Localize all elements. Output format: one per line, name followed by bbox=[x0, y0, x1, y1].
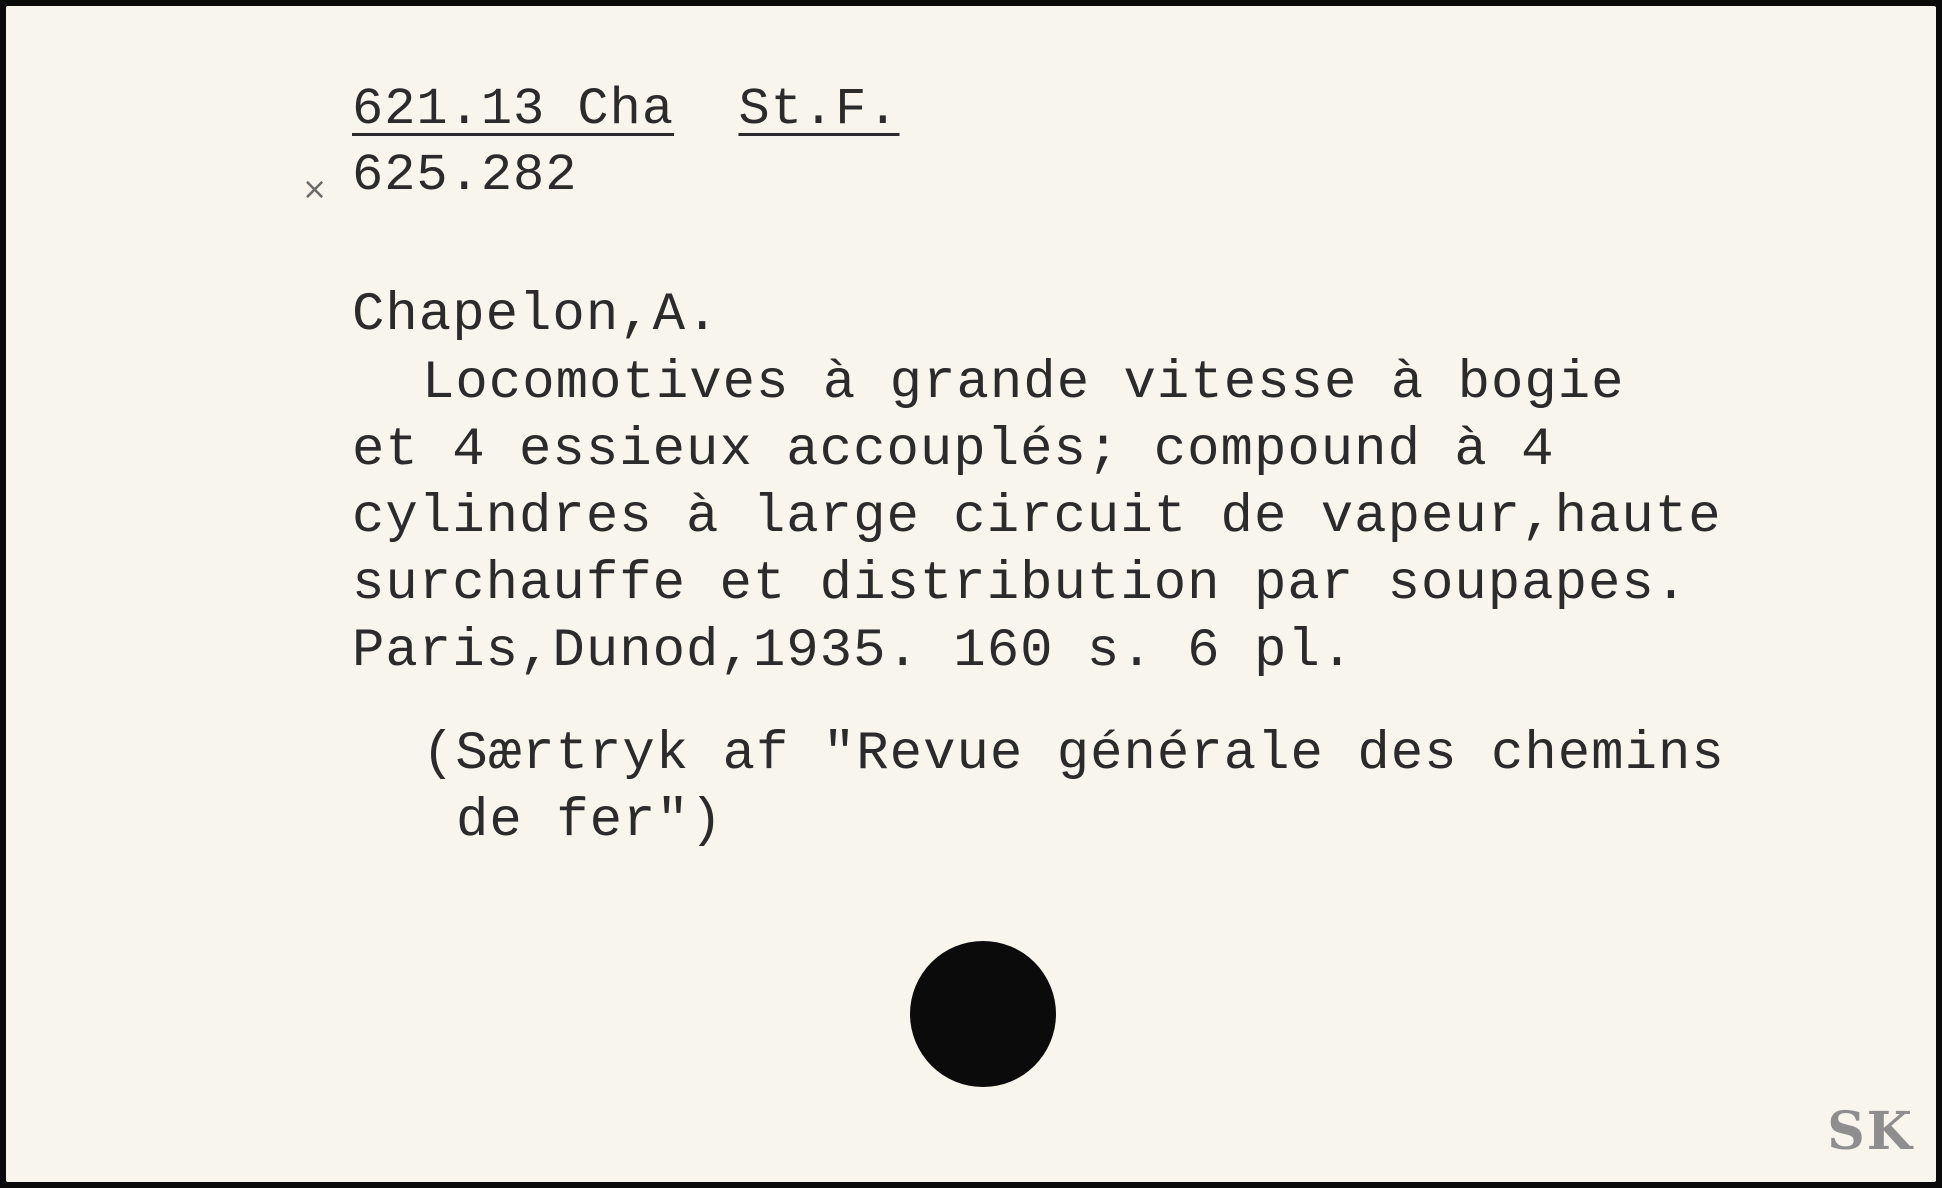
title-line-2: et 4 essieux accouplés; compound à 4 bbox=[352, 420, 1555, 481]
library-stamp: SK bbox=[1827, 1101, 1914, 1162]
imprint-line: Paris,Dunod,1935. 160 s. 6 pl. bbox=[352, 621, 1355, 682]
title-line-1: Locomotives à grande vitesse à bogie bbox=[422, 353, 1625, 414]
title-line-3: cylindres à large circuit de vapeur,haute bbox=[352, 487, 1722, 548]
author-heading: Chapelon,A. bbox=[352, 285, 720, 346]
call-number-line-1 bbox=[352, 78, 900, 142]
classification-number: 621.13 Cha bbox=[352, 80, 675, 139]
catalog-card bbox=[6, 6, 1936, 1182]
note-line-2: de fer") bbox=[456, 791, 724, 852]
call-number-line-2: 625.282 bbox=[352, 146, 578, 205]
punch-hole bbox=[910, 941, 1056, 1087]
location-code: St.F. bbox=[738, 80, 900, 139]
cross-mark-icon: × bbox=[302, 172, 328, 207]
note-line-1: (Særtryk af "Revue générale des chemins bbox=[422, 724, 1725, 785]
title-line-4: surchauffe et distribution par soupapes. bbox=[352, 554, 1689, 615]
